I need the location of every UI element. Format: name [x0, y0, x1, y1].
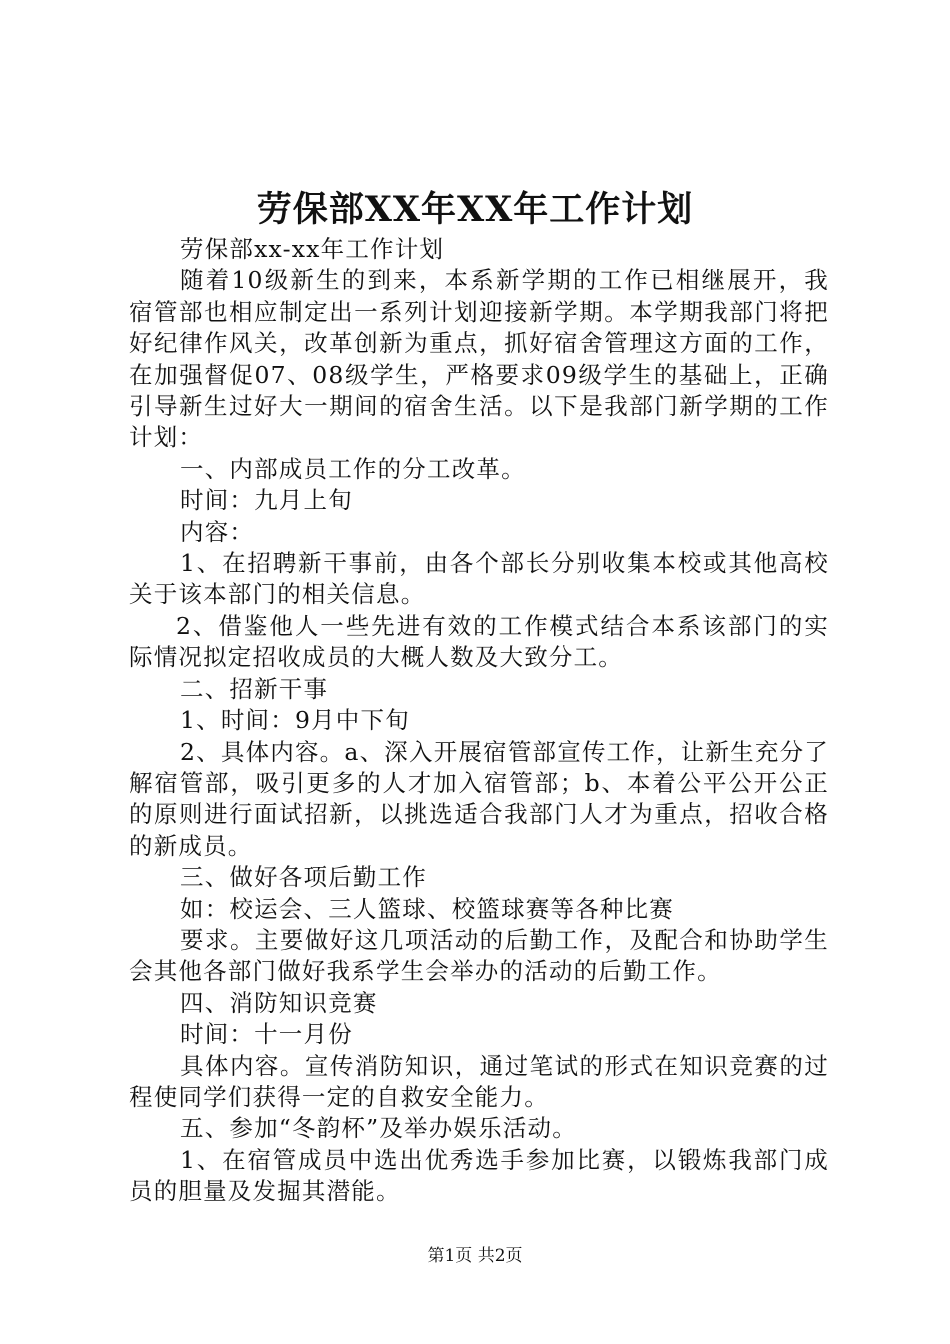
paragraph-item-1-1: 1、在招聘新干事前，由各个部长分别收集本校或其他高校关于该本部门的相关信息。 [129, 549, 829, 609]
section-heading-1: 一、内部成员工作的分工改革。 [180, 454, 526, 483]
document-title: 劳保部XX年XX年工作计划 [256, 189, 694, 230]
page-footer: 第1页 共2页 [427, 1246, 523, 1266]
paragraph-content-4: 具体内容。宣传消防知识，通过笔试的形式在知识竞赛的过程使同学们获得一定的自救安全能力。 [129, 1051, 829, 1111]
paragraph-item-5-1: 1、在宿管成员中选出优秀选手参加比赛，以锻炼我部门成员的胆量及发掘其潜能。 [129, 1145, 829, 1206]
section-heading-5: 五、参加“冬韵杯”及举办娱乐活动。 [180, 1114, 577, 1143]
document-body [129, 234, 829, 1208]
section-heading-4: 四、消防知识竞赛 [180, 988, 378, 1017]
paragraph-intro: 随着10级新生的到来，本系新学期的工作已相继展开，我宿管部也相应制定出一系列计划迎接新学期。本学期我部门将把好纪律作风关，改革创新为重点，抓好宿舍管理这方面的工作，在加强督促07、08级学生，严格要求09级学生的基础上，正确引导新生过好大一期间的宿舍生活。以下是我部门新学期的工作计划： [129, 266, 829, 452]
section-heading-3: 三、做好各项后勤工作 [180, 863, 427, 892]
paragraph-item-2-2: 2、具体内容。a、深入开展宿管部宣传工作，让新生充分了解宿管部，吸引更多的人才加入宿管部；b、本着公平公开公正的原则进行面试招新，以挑选适合我部门人才为重点，招收合格的新成员。 [129, 737, 829, 860]
paragraph-time-1: 时间：九月上旬 [180, 486, 353, 515]
section-heading-2: 二、招新干事 [180, 674, 329, 703]
paragraph-content-label: 内容： [180, 517, 255, 546]
paragraph-time-4: 时间：十一月份 [180, 1020, 353, 1049]
paragraph-examples: 如：校运会、三人篮球、校篮球赛等各种比赛 [180, 894, 674, 923]
paragraph-requirements: 要求。主要做好这几项活动的后勤工作，及配合和协助学生会其他各部门做好我系学生会举办的活动的后勤工作。 [129, 925, 829, 986]
paragraph-item-2-1: 1、时间：9月中下旬 [180, 706, 410, 735]
paragraph-item-1-2: 2、借鉴他人一些先进有效的工作模式结合本系该部门的实际情况拟定招收成员的大概人数及大致分工。 [129, 611, 829, 672]
paragraph-subtitle: 劳保部xx-xx年工作计划 [180, 235, 445, 263]
